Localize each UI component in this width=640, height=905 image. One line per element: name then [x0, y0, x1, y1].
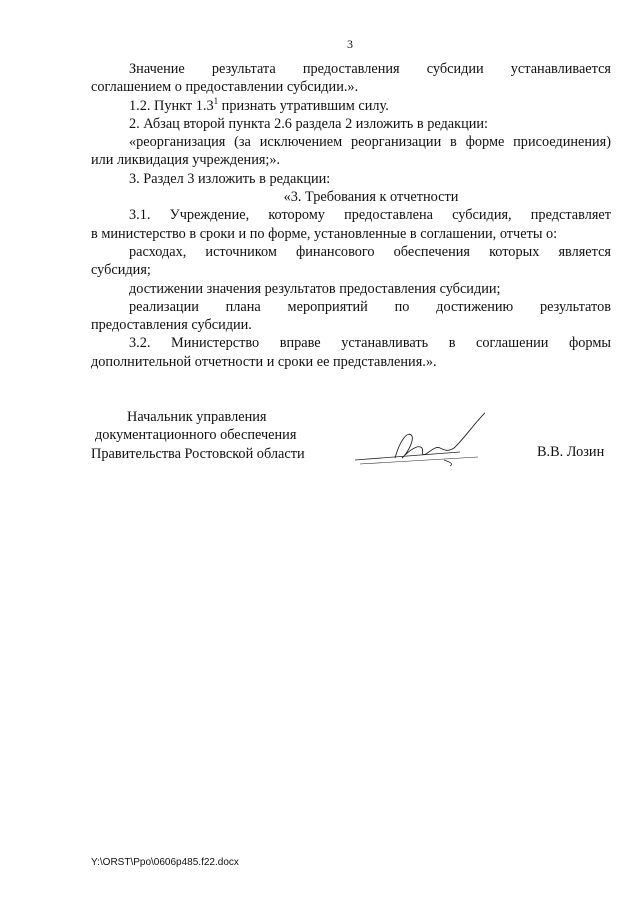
paragraph-3-1-end: в министерство в сроки и по форме, установленные в соглашении, отчеты о:: [91, 225, 558, 242]
item-1-2-tail: признать утратившим силу.: [218, 97, 389, 114]
paragraph-item-2: 2. Абзац второй пункта 2.6 раздела 2 изложить в редакции:: [129, 115, 489, 132]
paragraph-3-2-end: дополнительной отчетности и сроки ее представления.».: [91, 353, 437, 370]
superscript: 1: [213, 95, 219, 106]
handwritten-signature: [350, 400, 485, 470]
paragraph-expenses-end: субсидия;: [91, 262, 151, 279]
paragraph-item-3: 3. Раздел 3 изложить в редакции:: [129, 170, 331, 187]
paragraph-3-1: 3.1. Учреждение, которому предоставлена субсидия, представляет: [129, 207, 611, 224]
signatory-line-2: документационного обеспечения: [95, 427, 297, 444]
paragraph-plan-end: предоставления субсидии.: [91, 317, 252, 334]
item-1-2-text: 1.2. Пункт 1.3: [129, 97, 214, 114]
paragraph-expenses: расходах, источником финансового обеспечения которых является: [129, 243, 611, 260]
signatory-name: В.В. Лозин: [537, 444, 605, 460]
paragraph-item-1-2: [91, 97, 611, 115]
document-body: [91, 60, 611, 371]
paragraph-reorganization-end: или ликвидация учреждения;».: [91, 152, 281, 169]
paragraph-result-value: Значение результата предоставления субсидии устанавливается: [129, 61, 611, 77]
paragraph-reorganization: «реорганизация (за исключением реорганизации в форме присоединения): [129, 134, 611, 151]
signatory-title: [91, 408, 331, 463]
page-number: 3: [347, 37, 353, 51]
signatory-line-1: Начальник управления: [127, 409, 267, 425]
paragraph-plan: реализации плана мероприятий по достижению результатов: [129, 298, 611, 315]
paragraph-3-2: 3.2. Министерство вправе устанавливать в соглашении формы: [129, 335, 611, 352]
section-heading: «3. Требования к отчетности: [283, 189, 459, 206]
paragraph-achievement: достижении значения результатов предоставления субсидии;: [129, 280, 501, 297]
file-path-footer: Y:\ORST\Ppo\0606p485.f22.docx: [91, 857, 239, 868]
paragraph-result-value-end: соглашением о предоставлении субсидии.».: [91, 79, 359, 96]
signatory-line-3: Правительства Ростовской области: [91, 445, 305, 462]
